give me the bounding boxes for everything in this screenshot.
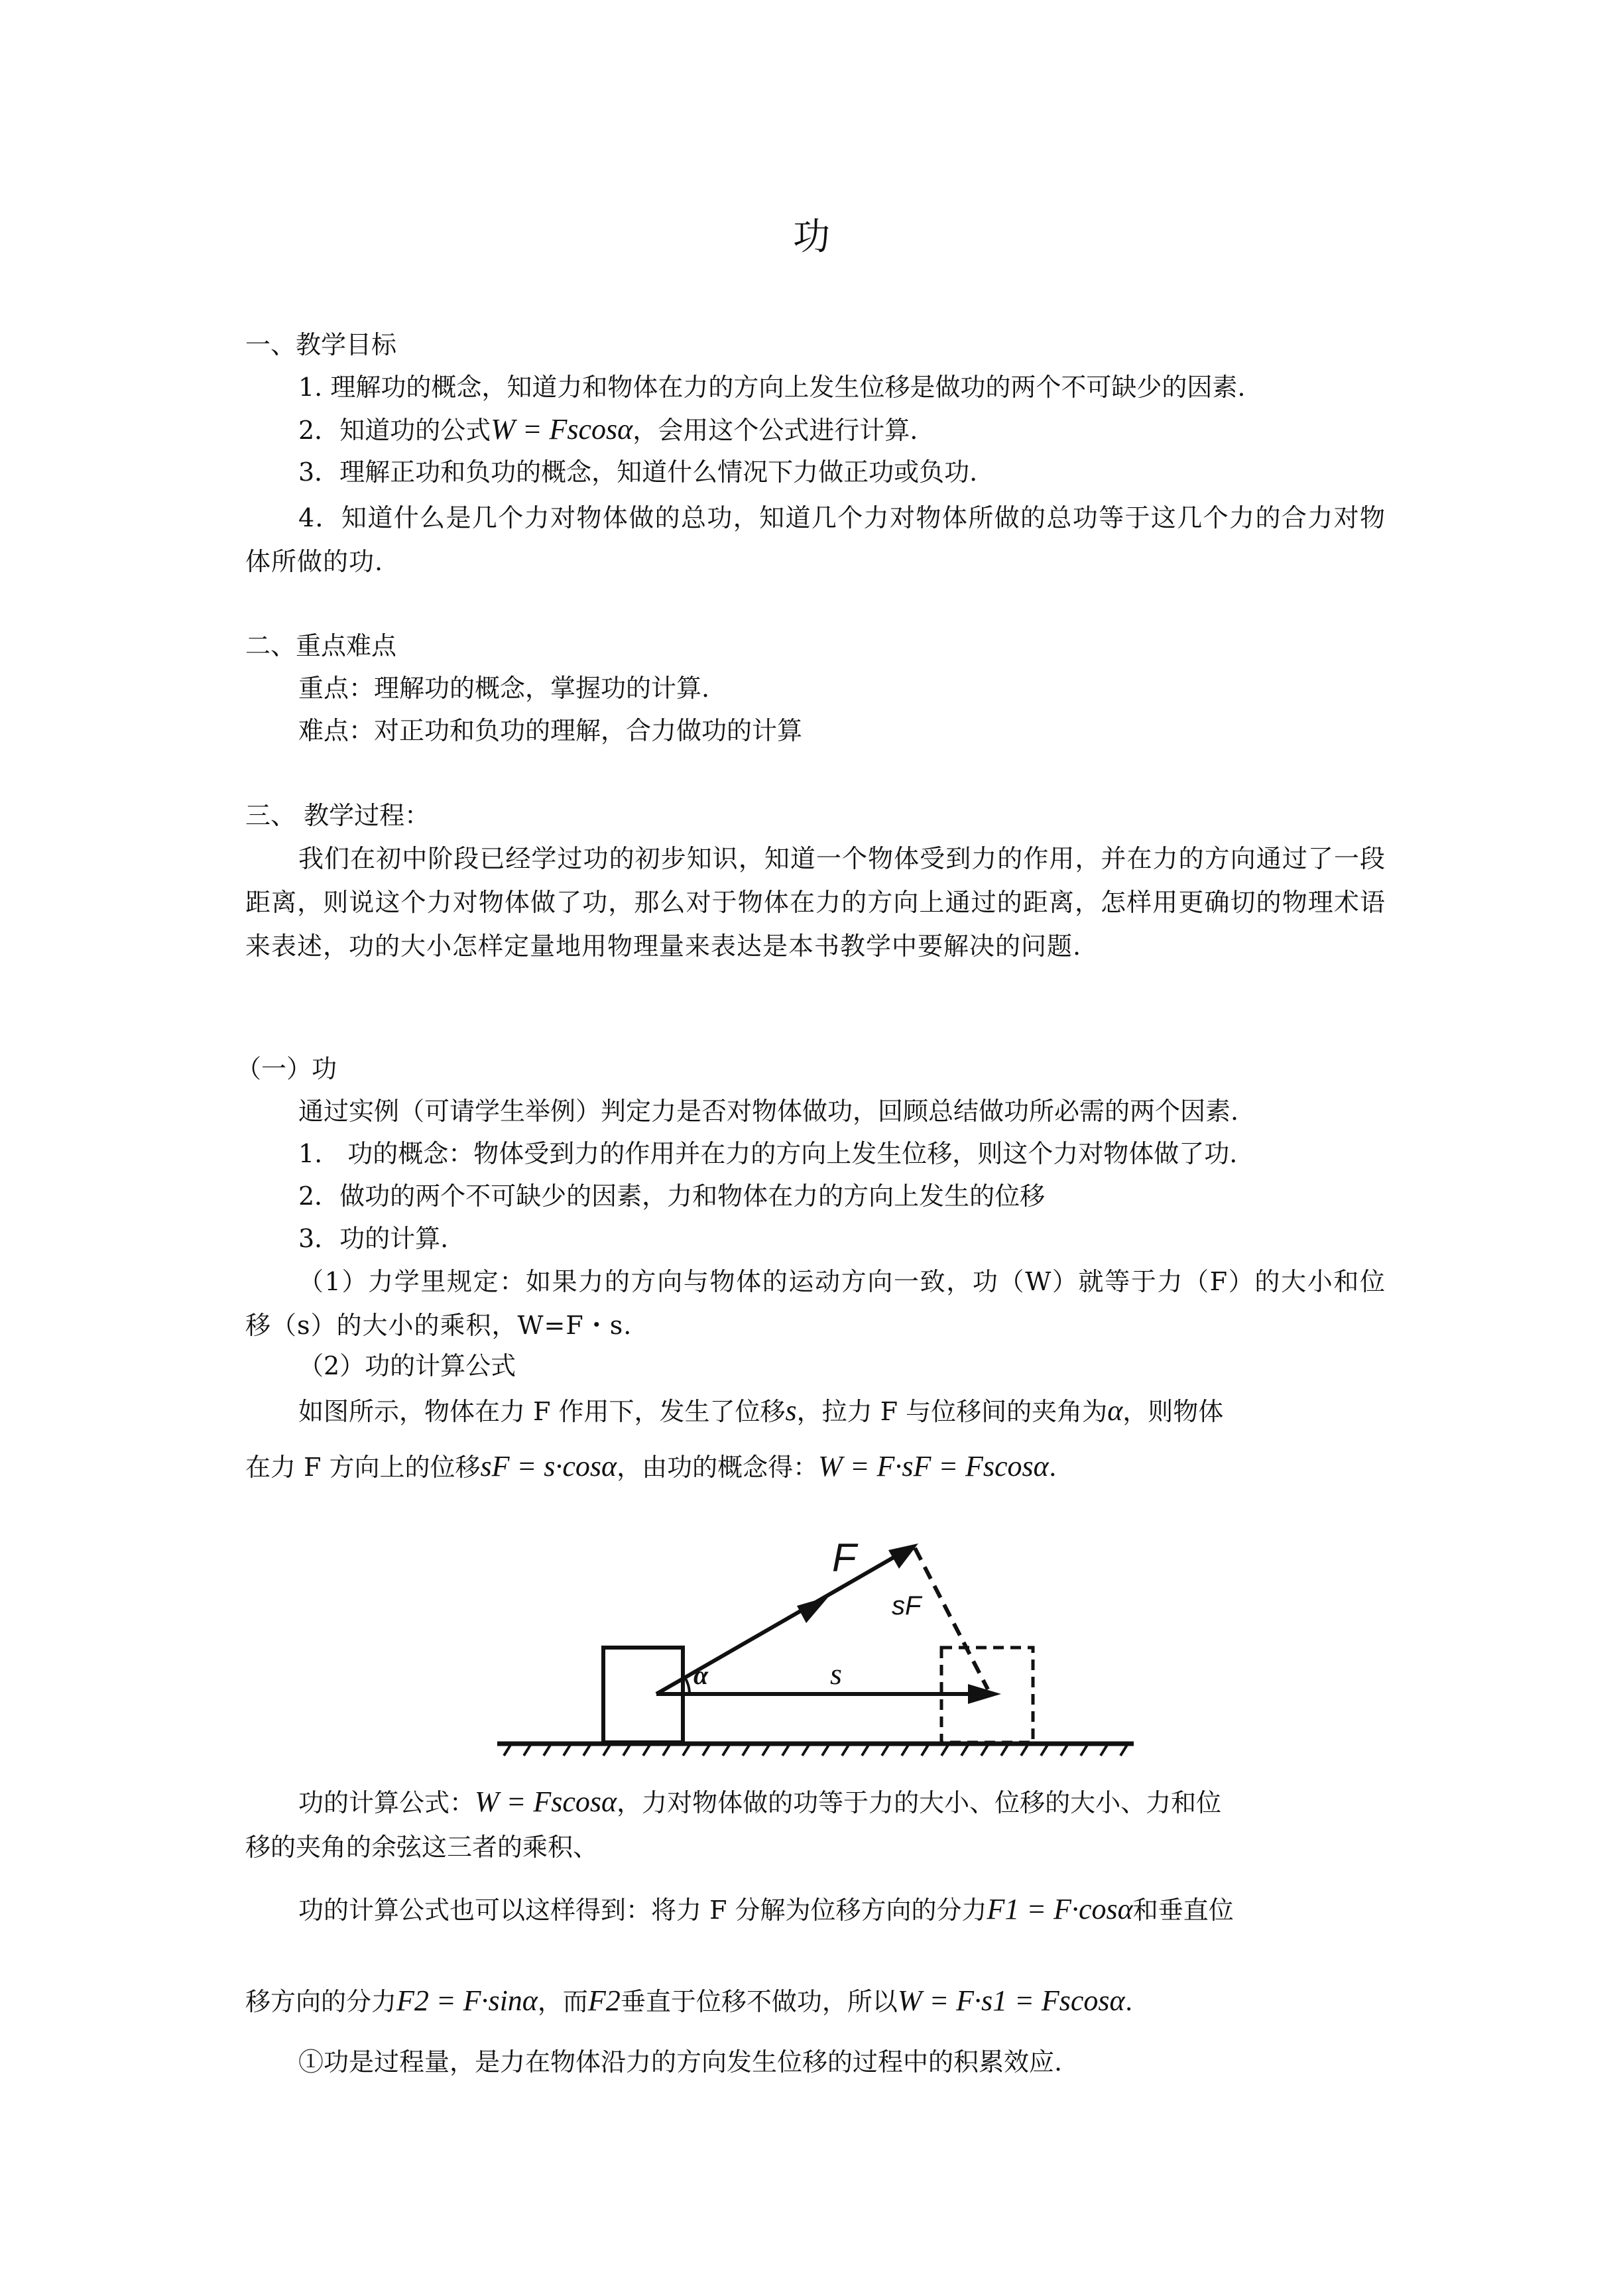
text-fragment: 垂直于位移不做功，所以 bbox=[620, 1987, 898, 2016]
label-F: F bbox=[832, 1536, 857, 1580]
text-fragment: ，则物体 bbox=[1122, 1397, 1224, 1426]
after-line-3 bbox=[298, 1891, 1386, 1929]
section3-intro: 我们在初中阶段已经学过功的初步知识，知道一个物体受到力的作用，并在力的方向通过了一段距离，则说这个力对物体做了功，那么对于物体在力的方向上通过的距离，怎样用更确切的物理术语来表述，功的大小怎样定量地用物理量来表达是本书教学中要解决的问题. bbox=[245, 844, 1386, 961]
section1-heading: 一、教学目标 bbox=[245, 330, 397, 359]
after-line-4 bbox=[245, 1982, 1386, 2020]
sub1-line-7 bbox=[298, 1392, 1386, 1430]
text-fragment: 移方向的分力 bbox=[245, 1987, 397, 2016]
after-line-2: 移的夹角的余弦这三者的乘积、 bbox=[245, 1833, 599, 1862]
work-formula: W = Fscosα bbox=[491, 413, 633, 446]
symbol-s: s bbox=[785, 1394, 797, 1427]
formula-F2: F2 = F·sinα bbox=[396, 1984, 538, 2017]
sub1-line-1: 通过实例（可请学生举例）判定力是否对物体做功，回顾总结做功所必需的两个因素. bbox=[298, 1097, 1239, 1126]
sub1-line-3: 2．做功的两个不可缺少的因素，力和物体在力的方向上发生的位移 bbox=[298, 1181, 1046, 1211]
sub1-line-4: 3．功的计算. bbox=[298, 1224, 449, 1253]
formula-sF: sF = s·cosα bbox=[480, 1450, 617, 1482]
section3-heading: 三、 教学过程： bbox=[245, 801, 430, 830]
text-fragment: 功的计算公式： bbox=[298, 1788, 475, 1817]
force-arrowhead bbox=[888, 1543, 918, 1569]
objective-3: 3．理解正功和负功的概念，知道什么情况下力做正功或负功. bbox=[298, 457, 978, 487]
label-s: s bbox=[830, 1657, 842, 1691]
symbol-F2: F2 bbox=[587, 1984, 621, 2017]
objective-2 bbox=[298, 411, 1386, 449]
text-fragment: ，而 bbox=[537, 1987, 588, 2016]
force-mid-arrowhead bbox=[797, 1597, 829, 1623]
page-title: 功 bbox=[793, 215, 830, 259]
text-fragment: ，力对物体做的功等于力的大小、位移的大小、力和位 bbox=[617, 1788, 1222, 1817]
after-line-5: ①功是过程量，是力在物体沿力的方向发生位移的过程中的积累效应. bbox=[298, 2047, 1063, 2077]
formula-work: W = F·s1 = Fscosα bbox=[897, 1984, 1125, 2017]
objective-2-suffix: ，会用这个公式进行计算. bbox=[632, 416, 918, 445]
key-point: 重点：理解功的概念，掌握功的计算. bbox=[298, 674, 710, 703]
sub1-line-6: （2）功的计算公式 bbox=[298, 1351, 516, 1380]
text-fragment: ，拉力 F 与位移间的夹角为 bbox=[796, 1397, 1108, 1426]
text-fragment: 在力 F 方向上的位移 bbox=[245, 1453, 481, 1482]
text-fragment: . bbox=[1048, 1453, 1057, 1482]
objective-2-prefix: 2．知道功的公式 bbox=[298, 416, 491, 445]
text-fragment: 和垂直位 bbox=[1132, 1896, 1234, 1925]
symbol-alpha: α bbox=[1107, 1394, 1123, 1427]
sub1-line-8 bbox=[245, 1448, 1386, 1486]
text-fragment: 如图所示，物体在力 F 作用下，发生了位移 bbox=[298, 1397, 786, 1426]
difficult-point: 难点：对正功和负功的理解，合力做功的计算 bbox=[298, 716, 803, 745]
after-line-1 bbox=[298, 1783, 1386, 1821]
formula-work: W = Fscosα bbox=[475, 1785, 617, 1818]
label-alpha: α bbox=[693, 1660, 709, 1690]
objective-4: 4．知道什么是几个力对物体做的总功，知道几个力对物体所做的总功等于这几个力的合力对物体所做的功. bbox=[245, 503, 1386, 576]
angle-arc bbox=[685, 1677, 690, 1694]
label-sF: sF bbox=[892, 1591, 922, 1620]
sub1-line-2: 1. 功的概念：物体受到力的作用并在力的方向上发生位移，则这个力对物体做了功. bbox=[298, 1139, 1238, 1168]
force-displacement-diagram bbox=[477, 1518, 1140, 1757]
formula-work: W = F·sF = Fscosα bbox=[818, 1450, 1049, 1482]
objective-1: 1. 理解功的概念，知道力和物体在力的方向上发生位移是做功的两个不可缺少的因素. bbox=[298, 373, 1246, 402]
sub1-line-5: （1）力学里规定：如果力的方向与物体的运动方向一致，功（W）就等于力（F）的大小和位移（s）的大小的乘积，W=F・s. bbox=[245, 1267, 1386, 1340]
section2-heading: 二、重点难点 bbox=[245, 631, 397, 660]
text-fragment: . bbox=[1124, 1987, 1133, 2016]
sF-line bbox=[915, 1548, 988, 1689]
text-fragment: 功的计算公式也可以这样得到：将力 F 分解为位移方向的分力 bbox=[298, 1896, 987, 1925]
sub1-heading: （一）功 bbox=[236, 1054, 337, 1083]
text-fragment: ，由功的概念得： bbox=[617, 1453, 819, 1482]
formula-F1: F1 = F·cosα bbox=[987, 1893, 1133, 1925]
ground-hatching bbox=[504, 1745, 1127, 1756]
